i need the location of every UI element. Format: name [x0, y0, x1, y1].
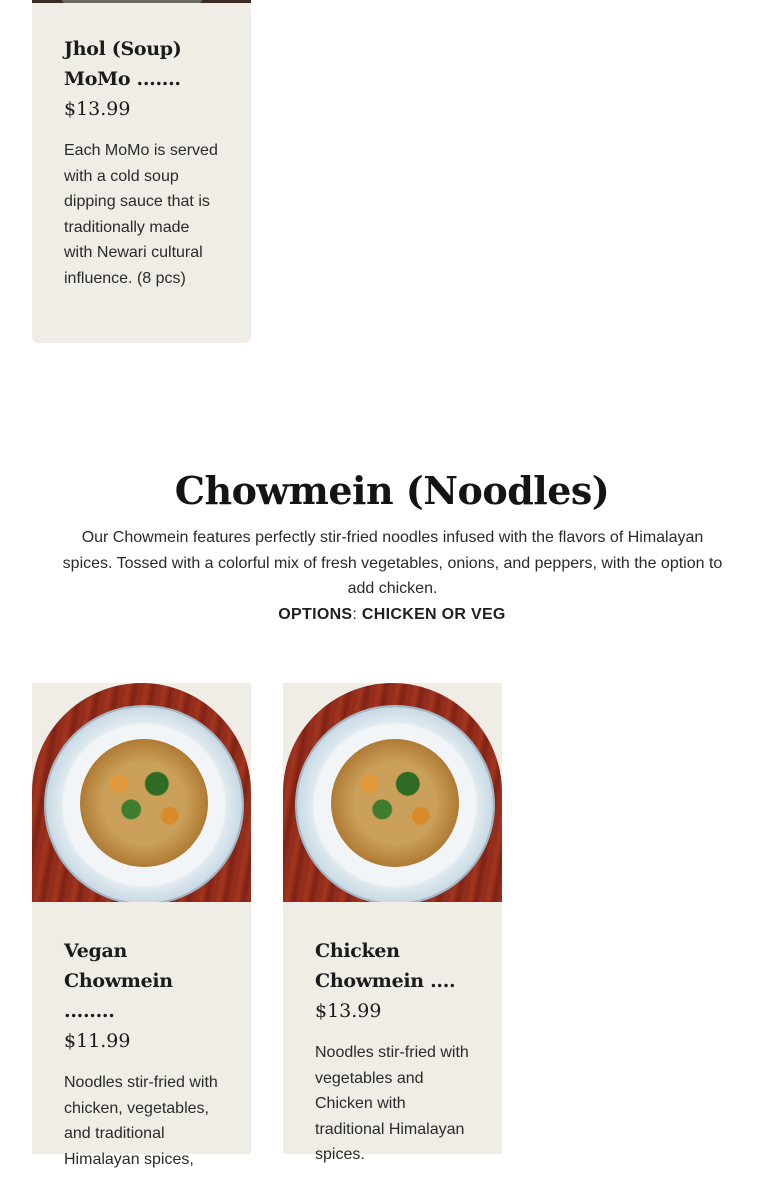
item-price: $13.99: [315, 1000, 382, 1022]
section-description: Our Chowmein features perfectly stir-fried noodles infused with the flavors of Himalayan spices. Tossed with a colorful mix of fresh vegetables, onions, and peppers, with the option to add chicken.: [62, 529, 723, 598]
chowmein-photo: [283, 683, 502, 902]
plate-image: [297, 707, 493, 902]
menu-card-vegan-chowmein: [32, 683, 251, 1168]
options-value: CHICKEN OR VEG: [361, 606, 506, 623]
menu-card-chicken-chowmein: [283, 683, 502, 1164]
options-separator: :: [352, 606, 358, 623]
chowmein-photo: [32, 683, 251, 902]
section-options: [0, 602, 765, 628]
noodles-image: [331, 739, 459, 867]
card-image-edge: [32, 0, 251, 3]
item-name: Jhol (Soup) MoMo .......: [64, 38, 182, 90]
noodles-image: [80, 739, 208, 867]
item-price: $13.99: [64, 98, 131, 120]
plate-image: [46, 707, 242, 902]
item-name: Chicken Chowmein ....: [315, 940, 456, 992]
item-description: Noodles stir-fried with chicken, vegetables, and traditional Himalayan spices,: [64, 1074, 218, 1168]
item-price: $11.99: [64, 1030, 131, 1052]
item-description: Each MoMo is served with a cold soup dipping sauce that is traditionally made with Newari cultural influence. (8 pcs): [64, 142, 218, 287]
menu-card-jhol-momo: [32, 0, 251, 343]
item-name: Vegan Chowmein ........: [64, 940, 173, 1022]
section-title: Chowmein (Noodles): [174, 468, 610, 513]
options-label: OPTIONS: [278, 606, 353, 623]
item-description: Noodles stir-fried with vegetables and Chicken with traditional Himalayan spices.: [315, 1044, 469, 1164]
